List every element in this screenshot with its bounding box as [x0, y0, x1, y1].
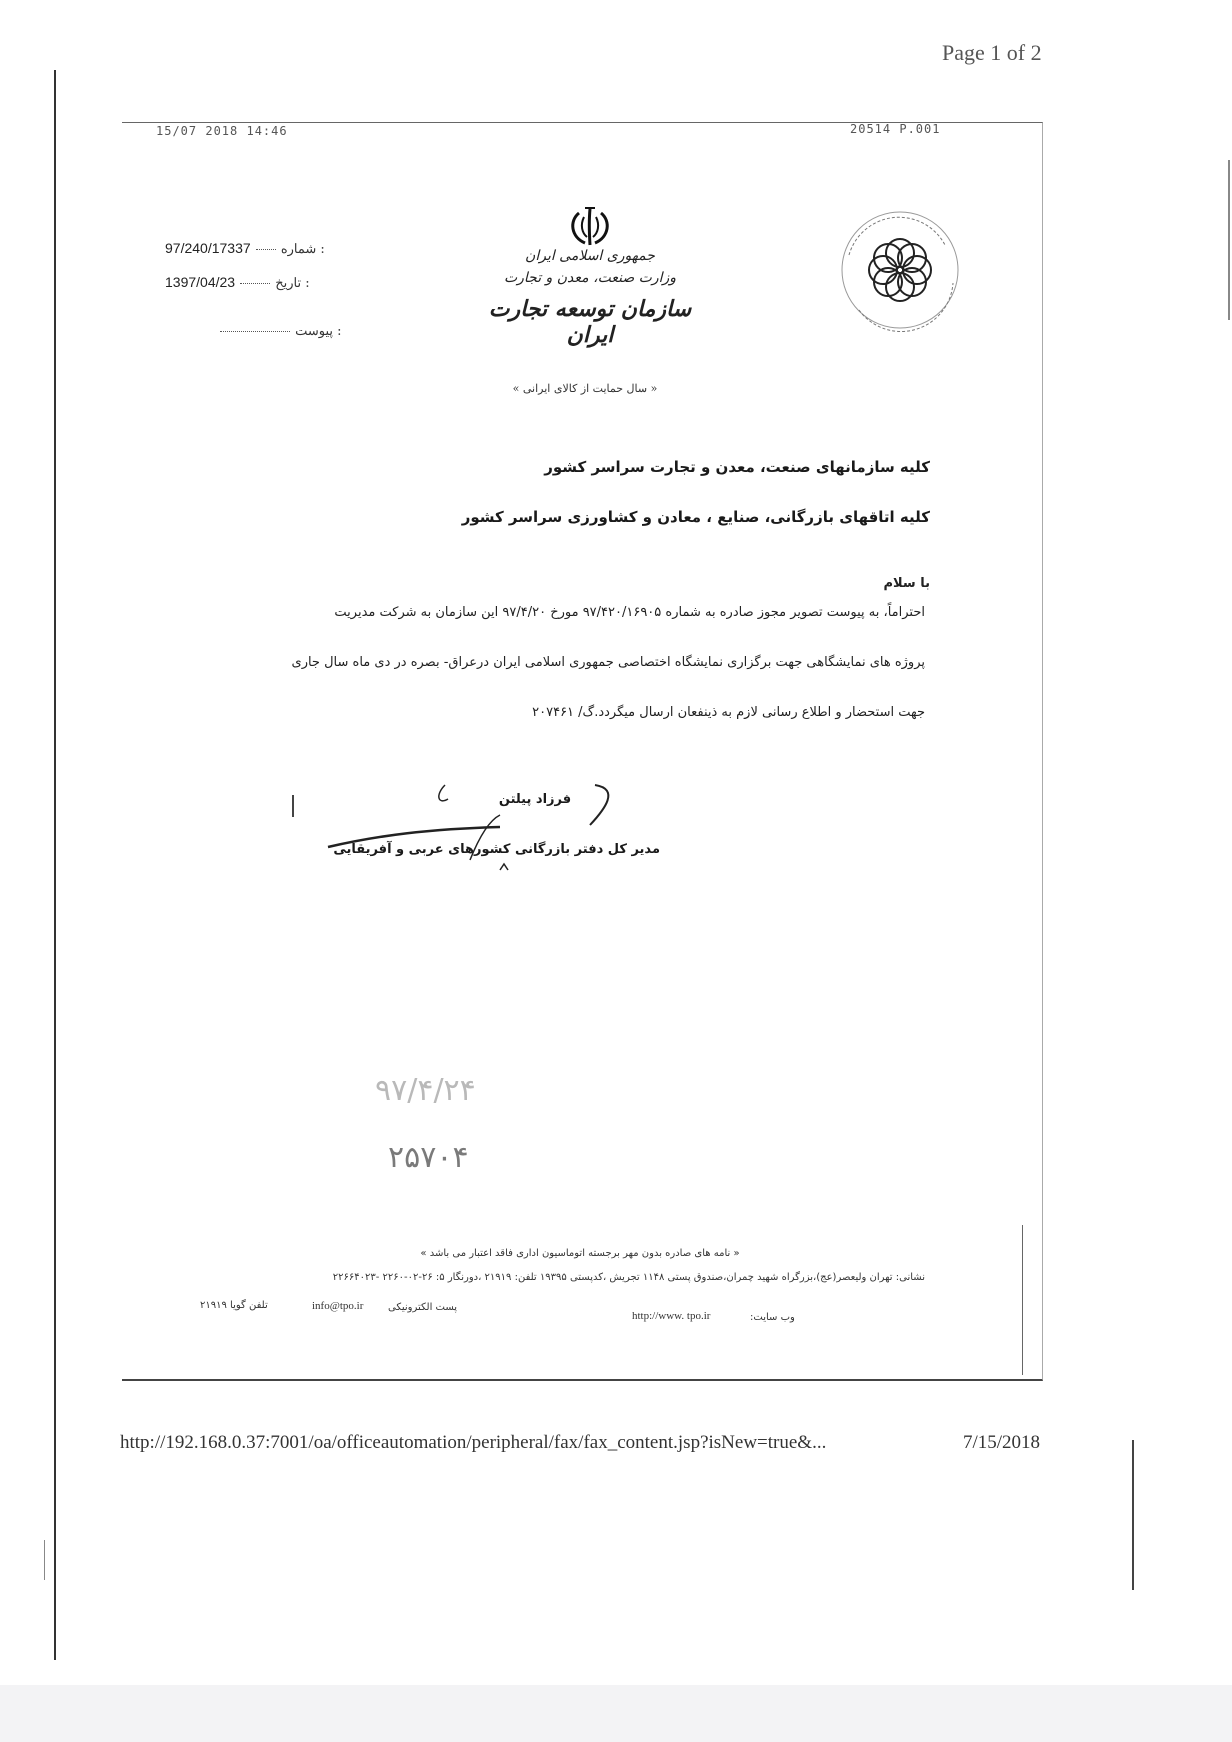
footer-note: « نامه های صادره بدون مهر برجسته اتوماسیون اداری فاقد اعتبار می باشد »: [420, 1248, 740, 1259]
footer-email: info@tpo.ir: [312, 1300, 364, 1312]
scan-left-border: [54, 70, 56, 1660]
print-url: http://192.168.0.37:7001/oa/officeautomation/peripheral/fax/fax_content.jsp?isNew=true&...: [120, 1432, 827, 1453]
recipient-line-1: کلیه سازمانهای صنعت، معدن و تجارت سراسر کشور: [544, 458, 930, 476]
fax-header-right: 20514 P.001: [850, 122, 941, 136]
letter-attachment-label: پیوست :: [295, 324, 342, 339]
footer-pobox: تلفن گویا ۲۱۹۱۹: [200, 1300, 268, 1311]
letterhead: [480, 248, 700, 348]
letter-date: 1397/04/23: [165, 274, 236, 290]
scan-bottom-band: [0, 1685, 1232, 1742]
footer-website-label: وب سایت:: [750, 1312, 795, 1323]
received-stamp-date: ۹۷/۴/۲۴: [375, 1073, 476, 1108]
footer-contact-row: [190, 1300, 925, 1323]
letterhead-ministry: وزارت صنعت، معدن و تجارت: [503, 270, 677, 286]
footer-website: http://www. tpo.ir: [632, 1310, 711, 1322]
letter-number-row: [165, 238, 345, 257]
letter-attachment-row: [220, 320, 350, 339]
letter-number: 97/240/17337: [165, 240, 251, 256]
letterhead-slogan: « سال حمایت از کالای ایرانی »: [512, 382, 658, 395]
body-line-2: پروژه های نمایشگاهی جهت برگزاری نمایشگاه اختصاصی جمهوری اسلامی ایران درعراق- بصره در دی ماه سال جاری: [291, 655, 925, 670]
scan-mark-bottom-left: [44, 1540, 45, 1580]
footer-address: نشانی: تهران ولیعصر(عج)،بزرگراه شهید چمران،صندوق پستی ۱۱۴۸ تجریش ،کدپستی ۱۹۳۹۵ تلفن: ۲۱۹۱۹ ،دورنگار ۵: ۲۶-۰۲-۲۲۶۰ -۲۲۶۶۴۰۲۳: [332, 1272, 925, 1283]
letter-date-label: تاریخ :: [275, 276, 310, 291]
body-line-1: احتراماً، به پیوست تصویر مجوز صادره به شماره ۹۷/۴۲۰/۱۶۹۰۵ مورخ ۹۷/۴/۲۰ این سازمان به شرکت مدیریت: [334, 605, 925, 620]
received-stamp-number: ۲۵۷۰۴: [388, 1140, 469, 1175]
footer-email-label: پست الکترونیکی: [388, 1302, 458, 1313]
letterhead-country: جمهوری اسلامی ایران: [525, 248, 655, 264]
letterhead-organization: سازمان توسعه تجارت ایران: [488, 296, 692, 348]
tpo-seal-icon: [835, 205, 965, 335]
signatory-name: فرزاد پیلتن: [498, 792, 572, 807]
body-line-3: جهت استحضار و اطلاع رسانی لازم به ذینفعان ارسال میگردد.گ/ ۲۰۷۴۶۱: [532, 705, 925, 720]
letter-number-label: شماره :: [280, 242, 325, 257]
recipient-line-2: کلیه اتاقهای بازرگانی، صنایع ، معادن و کشاورزی سراسر کشور: [461, 508, 930, 526]
iran-emblem-icon: [565, 205, 615, 249]
browser-print-footer: [120, 1432, 1040, 1454]
signatory-title: مدیر کل دفتر بازرگانی کشورهای عربی و آفریقایی: [333, 842, 660, 857]
letter-date-row: [165, 272, 345, 291]
greeting: با سلام: [883, 576, 930, 591]
page-indicator: Page 1 of 2: [942, 40, 1042, 65]
fax-header-left: 15/07 2018 14:46: [156, 124, 288, 138]
scan-mark-bottom-right: [1132, 1440, 1134, 1590]
print-date: 7/15/2018: [962, 1432, 1040, 1453]
scan-right-border: [1228, 160, 1230, 320]
